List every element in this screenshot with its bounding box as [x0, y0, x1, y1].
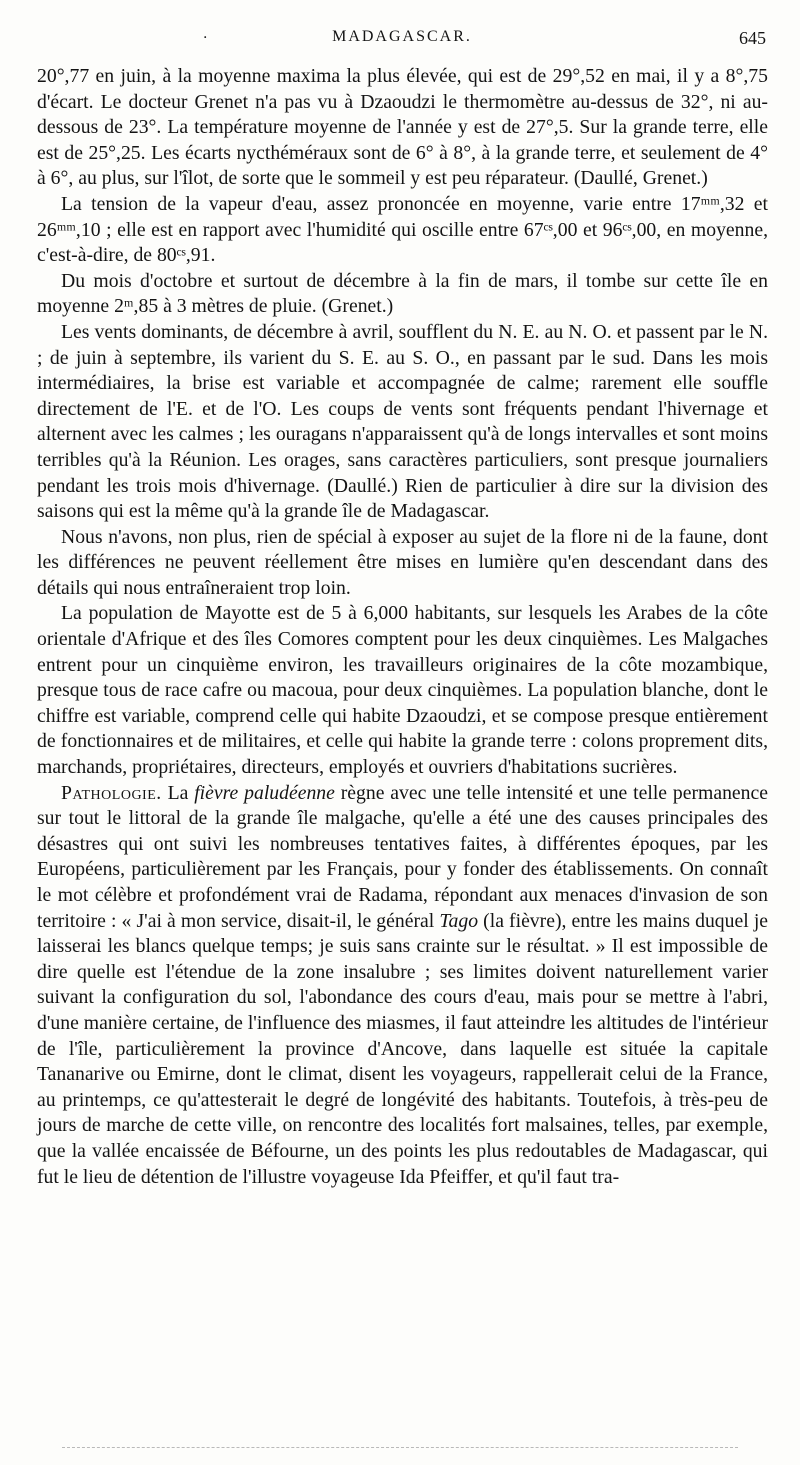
paragraph-winds: Les vents dominants, de décembre à avril, soufflent du N. E. au N. O. et passent par le N. ; de juin à septembre, ils varient du S. E. au S. O., en passant par le sud. Dans les mois intermédiaires, la brise est variable et accompagnée de calme; rarement elle souffle directement de l'E. et de l'O. Les coups de vents sont fréquents pendant l'hivernage et alternent avec les calmes ; les ouragans n'apparaissent qu'à de longs intervalles et sont moins terribles qu'à la Réunion. Les orages, sans caractères particuliers, sont presque journaliers pendant les trois mois d'hivernage. (Daullé.) Rien de particulier à dire sur la division des saisons qui est la même qu'à la grande île de Madagascar. — [37, 320, 768, 523]
pathology-term: fièvre paludéenne — [194, 781, 335, 804]
header-dot: · — [203, 30, 208, 46]
paragraph-pathology — [37, 781, 768, 1191]
footer-rule — [62, 1447, 738, 1448]
paragraph-population: La population de Mayotte est de 5 à 6,000 habitants, sur lesquels les Arabes de la côte orientale d'Afrique et des îles Comores comptent pour les deux cinquièmes. Les Malgaches entrent pour un cinquième environ, les travailleurs originaires de la côte mozambique, presque tous de race cafre ou macoua, pour deux cinquièmes. La population blanche, dont le chiffre est variable, comprend celle qui habite Dzaoudzi, et se compose presque entièrement de fonctionnaires et de militaires, et celle qui habite la grande terre : colons proprement dits, marchands, propriétaires, directeurs, employés et ouvriers d'habitations sucrières. — [37, 602, 768, 779]
paragraph-temperature: 20°,77 en juin, à la moyenne maxima la plus élevée, qui est de 29°,52 en mai, il y a 8°,75 d'écart. Le docteur Grenet n'a pas vu à Dzaoudzi le thermomètre au-dessus de 32°, ni au-dessous de 23°. La température moyenne de l'année y est de 27°,5. Sur la grande terre, elle est de 25°,25. Les écarts nycthéméraux sont de 6° à 8°, à la grande terre, et seulement de 4° à 6°, au plus, sur l'îlot, de sorte que le sommeil y est peu réparateur. (Daullé, Grenet.) — [37, 65, 768, 190]
pathology-name: Tago — [439, 909, 479, 932]
running-header — [38, 28, 766, 52]
section-heading: Pathologie. — [61, 781, 162, 804]
paragraph-vapour: La tension de la vapeur d'eau, assez prononcée en moyenne, varie entre 17ᵐᵐ,32 et 26ᵐᵐ,10 ; elle est en rapport avec l'humidité qui oscille entre 67ᶜˢ,00 et 96ᶜˢ,00, en moyenne, c'est-à-dire, de 80ᶜˢ,91. — [37, 192, 768, 267]
chapter-title: MADAGASCAR. — [332, 28, 472, 45]
pathology-text-2: (la fièvre), entre les mains duquel je laisserai les blancs quelque temps; je suis sans crainte sur le résultat. » Il est impossible de dire quelle est l'étendue de la zone insalubre ; ses limites doivent naturellement varier suivant la configuration du sol, l'abondance des cours d'eau, mais pour se mettre à l'abri, d'une manière certaine, de l'influence des miasmes, il faut atteindre les altitudes de l'intérieur de l'île, particulièrement la province d'Ancove, dans laquelle est située la capitale Tananarive ou Emirne, dont le climat, disent les voyageurs, rappellerait celui de la France, au printemps, ce qu'attesterait le degré de longévité des habitants. Toutefois, à très-peu de jours de marche de cette ville, on rencontre des localités fort malsaines, telles, par exemple, que la vallée encaissée de Béfourne, un des points les plus redoutables de Madagascar, qui fut le lieu de détention de l'illustre voyageuse Ida Pfeiffer, et qu'il faut tra- — [37, 909, 769, 1188]
paragraph-flora-fauna: Nous n'avons, non plus, rien de spécial à exposer au sujet de la flore ni de la faune, dont les différences ne peuvent réellement être mises en lumière qu'en descendant dans des détails qui nous entraîneraient trop loin. — [37, 525, 768, 599]
pathology-text-1: règne avec une telle intensité et une telle permanence sur tout le littoral de la grande île malgache, qu'elle a été une des causes principales des désastres qui ont suivi les nombreuses tentatives faites, à différentes époques, par les Européens, particulièrement par les Français, pour y fonder des établissements. On connaît le mot célèbre et profondément vrai de Radama, répondant aux menaces d'invasion de son territoire : « J'ai à mon service, disait-il, le général — [37, 781, 768, 932]
page-number: 645 — [739, 28, 766, 48]
pathology-lead: La — [167, 781, 189, 804]
paragraph-rainfall: Du mois d'octobre et surtout de décembre à la fin de mars, il tombe sur cette île en moyenne 2ᵐ,85 à 3 mètres de pluie. (Grenet.) — [37, 269, 768, 318]
body-text — [37, 64, 768, 1190]
